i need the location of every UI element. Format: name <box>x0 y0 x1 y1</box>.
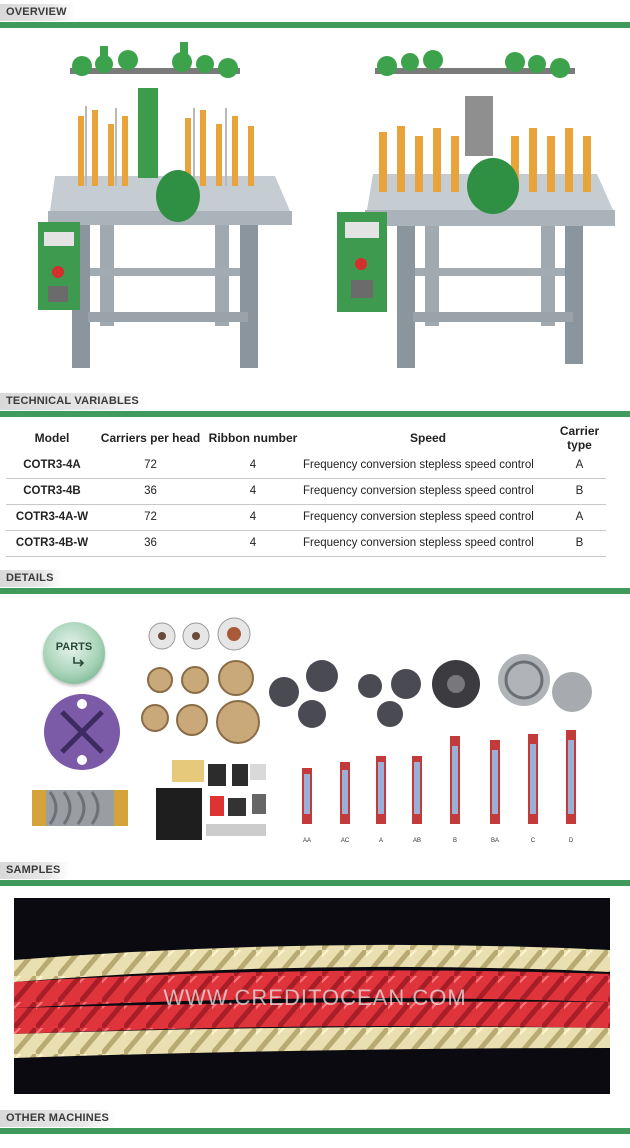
braiding-machine-image-1 <box>0 36 315 376</box>
cell-speed: Frequency conversion stepless speed control <box>303 530 553 556</box>
watermark-text: WWW.CREDITOCEAN.COM <box>163 985 467 1010</box>
carrier-label-c: C <box>530 838 536 844</box>
carrier-label-ba: BA <box>490 838 499 844</box>
carrier-label-b: B <box>452 838 457 844</box>
pulley-wheels-image <box>432 654 592 712</box>
table-row <box>6 504 606 530</box>
table-row <box>6 452 606 478</box>
cell-ribbon: 4 <box>203 478 303 504</box>
carrier-label-a: A <box>378 838 383 844</box>
header-carriers: Carriers per head <box>100 431 201 445</box>
cam-parts-image <box>269 660 421 728</box>
disc-parts-image <box>149 618 250 650</box>
cell-type: A <box>553 452 606 478</box>
cell-ribbon: 4 <box>203 452 303 478</box>
details-header <box>0 570 630 594</box>
technical-bar <box>0 411 630 417</box>
overview-header <box>0 4 630 28</box>
overview-title: OVERVIEW <box>0 4 75 21</box>
technical-table <box>6 424 606 557</box>
gear-parts-image <box>142 661 259 743</box>
purple-plate-image <box>44 694 120 770</box>
spindle-image <box>32 790 128 826</box>
cell-model: COTR3-4B <box>6 478 98 504</box>
table-row <box>6 478 606 504</box>
cell-speed: Frequency conversion stepless speed control <box>303 452 553 478</box>
samples-header <box>0 862 630 886</box>
cell-speed: Frequency conversion stepless speed control <box>303 478 553 504</box>
cell-model: COTR3-4B-W <box>6 530 98 556</box>
braiding-machine-image-2 <box>315 36 630 376</box>
cell-carriers: 36 <box>98 478 203 504</box>
electrical-parts-image <box>156 760 266 840</box>
parts-illustrations <box>0 600 630 860</box>
table-row <box>6 530 606 556</box>
header-ribbon: Ribbon number <box>208 431 298 445</box>
cell-model: COTR3-4A <box>6 452 98 478</box>
carrier-label-d: D <box>568 838 574 844</box>
overview-bar <box>0 22 630 28</box>
cell-speed: Frequency conversion stepless speed control <box>303 504 553 530</box>
cell-ribbon: 4 <box>203 504 303 530</box>
carrier-label-aa: AA <box>302 838 311 844</box>
cell-carriers: 72 <box>98 452 203 478</box>
cell-model: COTR3-4A-W <box>6 504 98 530</box>
carrier-label-ab: AB <box>412 838 421 844</box>
header-model: Model <box>34 431 70 445</box>
cell-type: B <box>553 478 606 504</box>
other-machines-header <box>0 1110 630 1134</box>
other-machines-title: OTHER MACHINES <box>0 1110 117 1127</box>
other-machines-bar <box>0 1128 630 1134</box>
cell-carriers: 36 <box>98 530 203 556</box>
technical-title: TECHNICAL VARIABLES <box>0 393 147 410</box>
parts-label: PARTS <box>55 641 93 653</box>
cell-ribbon: 4 <box>203 530 303 556</box>
cell-type: A <box>553 504 606 530</box>
details-bar <box>0 588 630 594</box>
overview-images <box>0 36 630 376</box>
samples-title: SAMPLES <box>0 862 69 879</box>
cell-carriers: 72 <box>98 504 203 530</box>
carrier-parts-image <box>302 730 576 824</box>
cell-type: B <box>553 530 606 556</box>
technical-header <box>0 393 630 417</box>
header-speed: Speed <box>409 431 446 445</box>
table-header-row <box>6 424 606 452</box>
details-title: DETAILS <box>0 570 62 587</box>
samples-bar <box>0 880 630 886</box>
carrier-label-ac: AC <box>340 838 350 844</box>
header-carrier-type: Carrier type <box>559 424 600 452</box>
